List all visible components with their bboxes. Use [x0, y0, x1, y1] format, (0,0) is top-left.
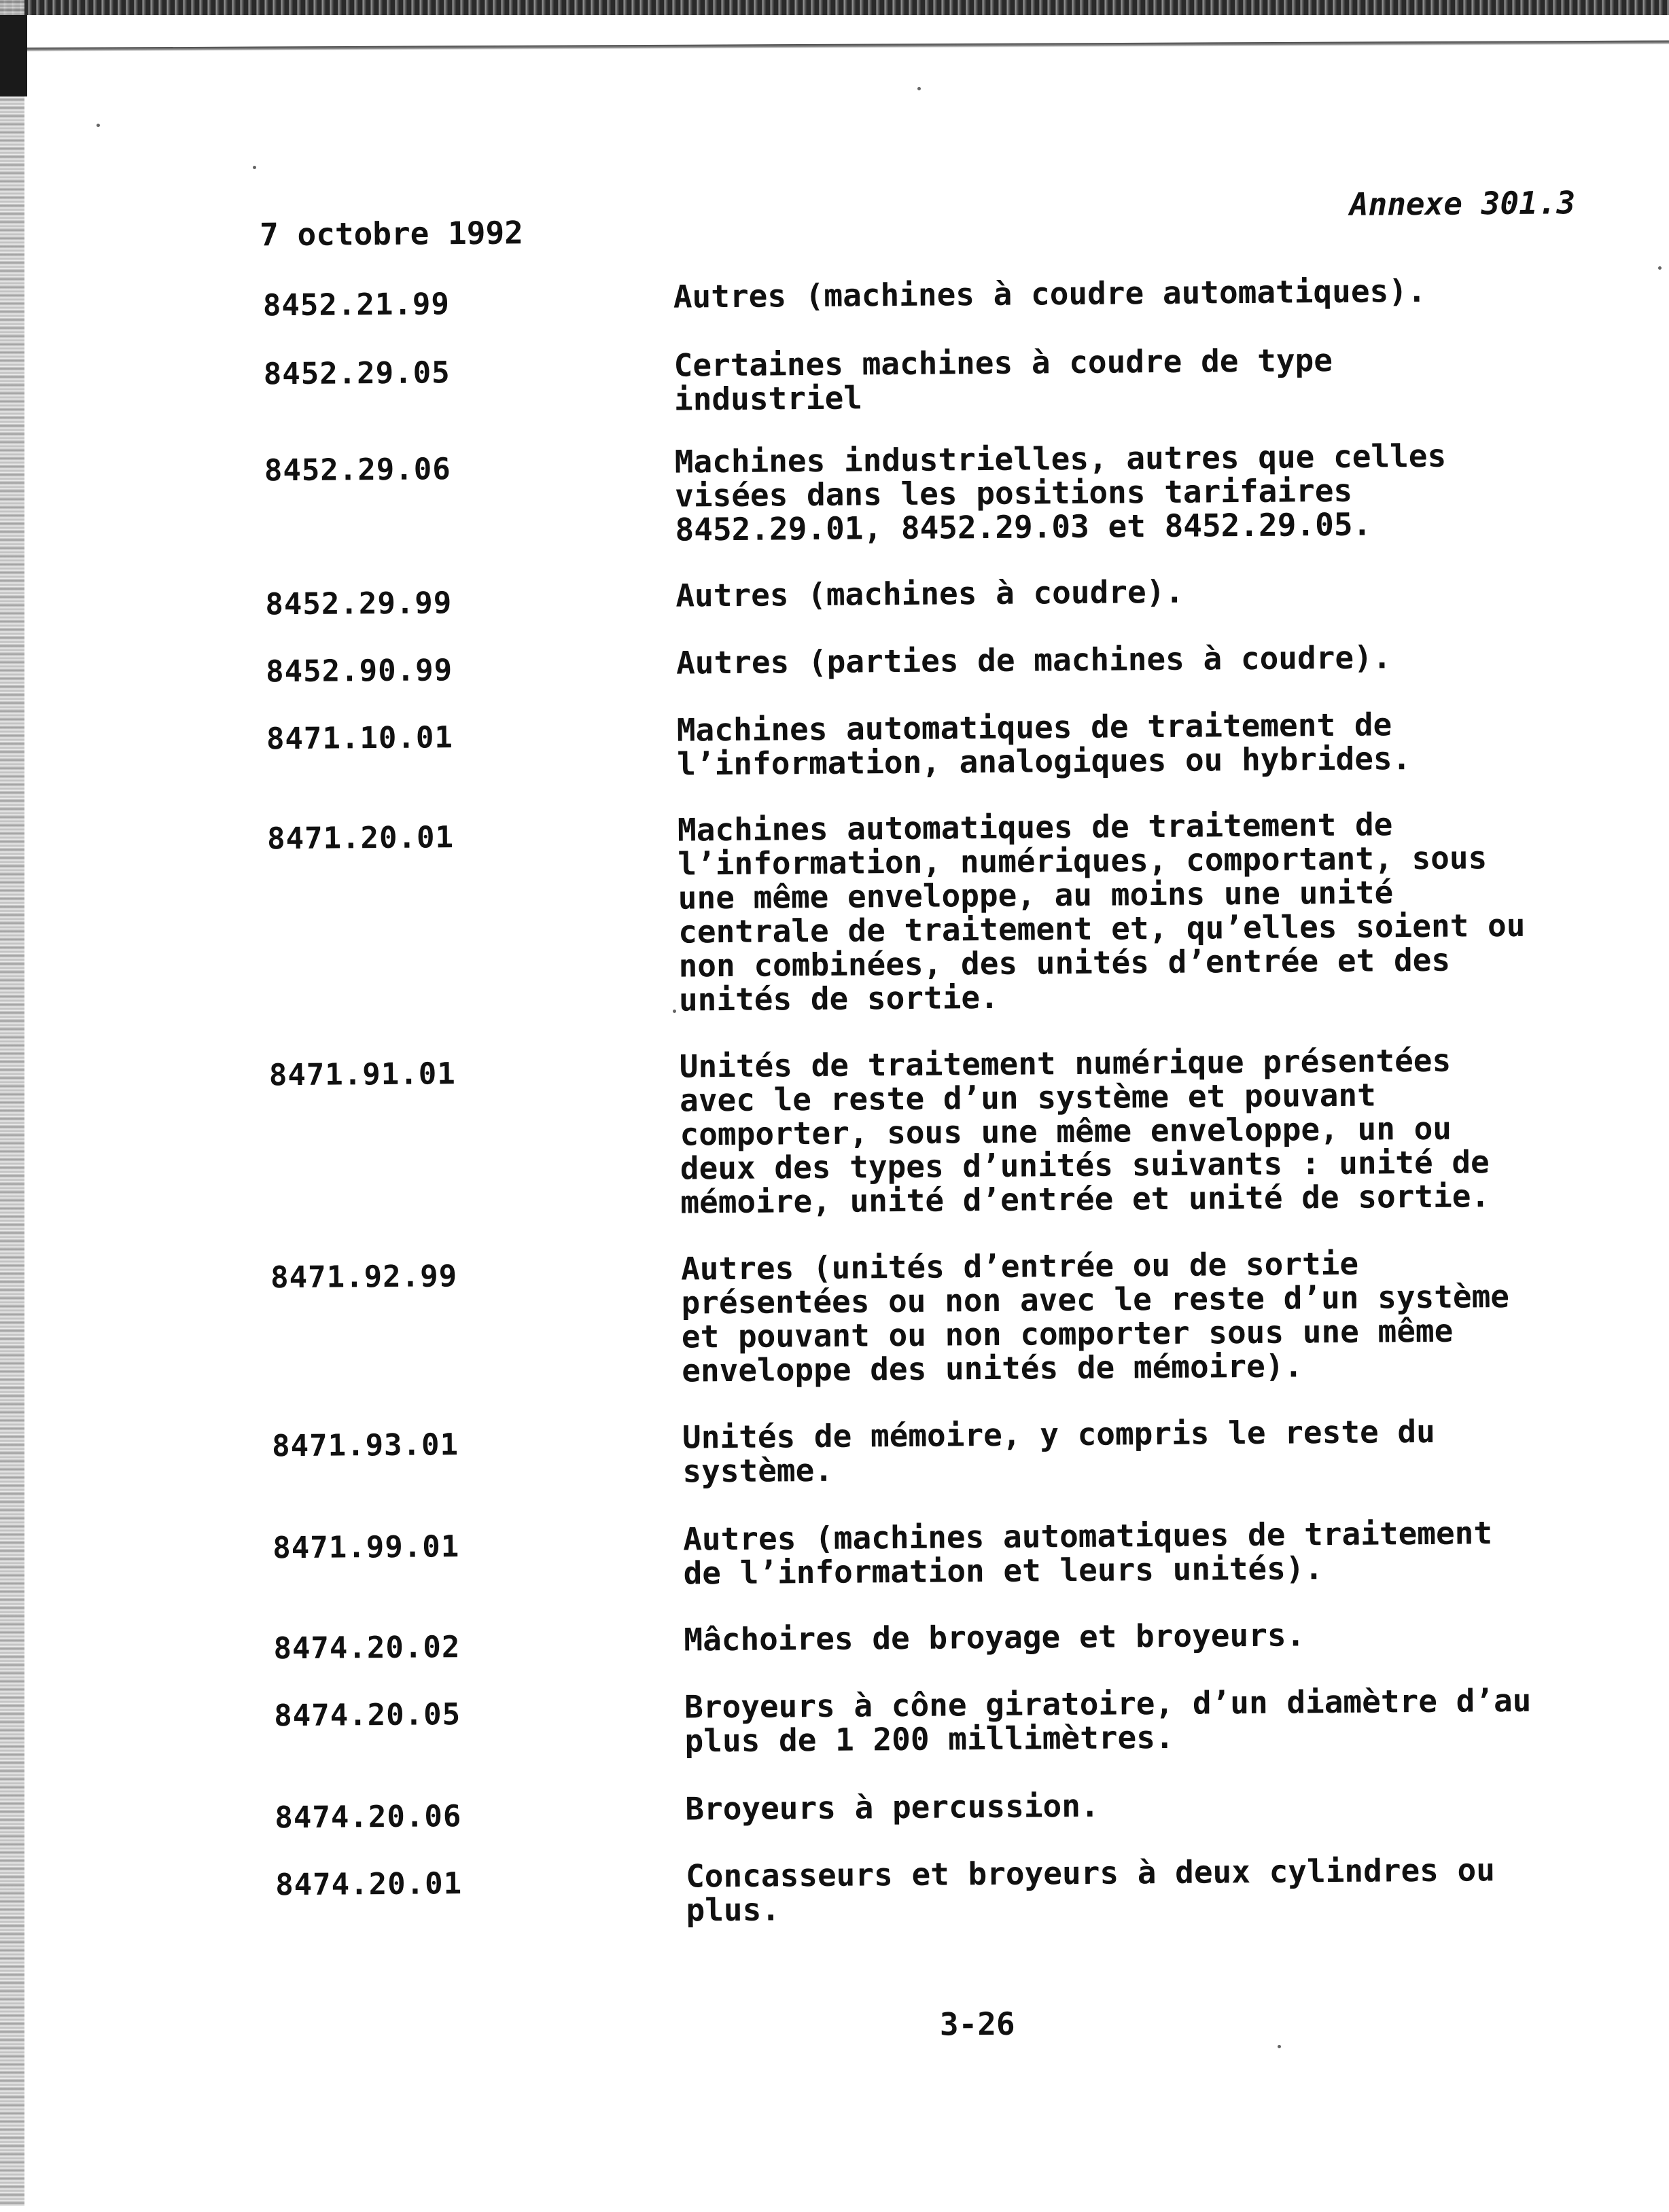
tariff-description: Concasseurs et broyeurs à deux cylindres ou plus. [685, 1851, 1496, 1929]
tariff-entry [0, 626, 1666, 706]
annex-label: Annexe 301.3 [1349, 184, 1576, 223]
document-date: 7 octobre 1992 [259, 214, 524, 253]
tariff-code: 8471.20.01 [266, 820, 455, 857]
tariff-entry [0, 425, 1665, 571]
tariff-code: 8471.92.99 [270, 1259, 458, 1296]
tariff-code: 8471.99.01 [273, 1529, 460, 1566]
tariff-description: Unités de mémoire, y compris le reste du système. [682, 1412, 1436, 1490]
tariff-entry [0, 260, 1663, 341]
tariff-code: 8474.20.05 [274, 1697, 461, 1734]
tariff-description: Broyeurs à cône giratoire, d’un diamètre d’au plus de 1 200 millimètres. [684, 1681, 1532, 1760]
tariff-code: 8452.90.99 [265, 653, 453, 690]
tariff-entry [0, 693, 1667, 806]
tariff-entry [0, 328, 1664, 438]
tariff-entry [3, 1502, 1669, 1616]
tariff-code: 8471.10.01 [266, 720, 454, 757]
tariff-description: Autres (machines à coudre automatiques). [673, 272, 1426, 315]
tariff-entry [0, 1029, 1669, 1245]
tariff-entry [3, 1400, 1669, 1515]
tariff-code: 8452.29.06 [264, 452, 451, 488]
tariff-entry [4, 1603, 1669, 1683]
tariff-code: 8474.20.01 [275, 1866, 463, 1903]
tariff-description: Certaines machines à coudre de type industriel [673, 341, 1333, 418]
tariff-code: 8452.29.05 [263, 355, 451, 392]
tariff-entry [0, 793, 1668, 1042]
tariff-code: 8474.20.06 [275, 1799, 462, 1836]
tariff-entry [1, 1232, 1669, 1413]
tariff-description: Unités de traitement numérique présentées avec le reste d’un système et pouvant comporter, sous une même enveloppe, un ou deux des types d’unités suivants : unité de mémoire, unité d’entrée et unité de sortie. [679, 1041, 1490, 1221]
tariff-description: Autres (machines automatiques de traitement de l’information et leurs unités). [683, 1514, 1493, 1592]
tariff-description: Autres (unités d’entrée ou de sortie présentées ou non avec le reste d’un système et pouvant ou non comporter sous une même enveloppe des unités de mémoire). [680, 1245, 1510, 1389]
tariff-entry [6, 1839, 1669, 1954]
tariff-description: Autres (machines à coudre). [675, 573, 1184, 614]
tariff-entry [0, 558, 1666, 639]
tariff-description: Machines automatiques de traitement de l’information, analogiques ou hybrides. [676, 706, 1411, 783]
tariff-entry [5, 1772, 1669, 1852]
tariff-code: 8452.21.99 [262, 287, 451, 323]
tariff-code: 8471.91.01 [268, 1056, 456, 1093]
tariff-entry-list [0, 260, 1669, 1954]
tariff-description: Machines automatiques de traitement de l’information, numériques, comportant, sous une même enveloppe, au moins une unité centrale de traitement et, qu’elles soient ou non combinées, des unités d’entrée et des unités de sortie. [677, 806, 1526, 1018]
tariff-description: Autres (parties de machines à coudre). [675, 639, 1392, 681]
tariff-code: 8471.93.01 [271, 1427, 459, 1464]
tariff-code: 8474.20.02 [273, 1630, 461, 1666]
tariff-entry [5, 1670, 1669, 1785]
page-number: 3-26 [939, 2005, 1015, 2043]
tariff-code: 8452.29.99 [265, 586, 453, 622]
tariff-description: Broyeurs à percussion. [685, 1787, 1100, 1827]
tariff-description: Machines industrielles, autres que celles visées dans les positions tarifaires 8452.29.01, 8452.29.03 et 8452.29.05. [674, 437, 1447, 548]
tariff-description: Mâchoires de broyage et broyeurs. [684, 1616, 1305, 1658]
